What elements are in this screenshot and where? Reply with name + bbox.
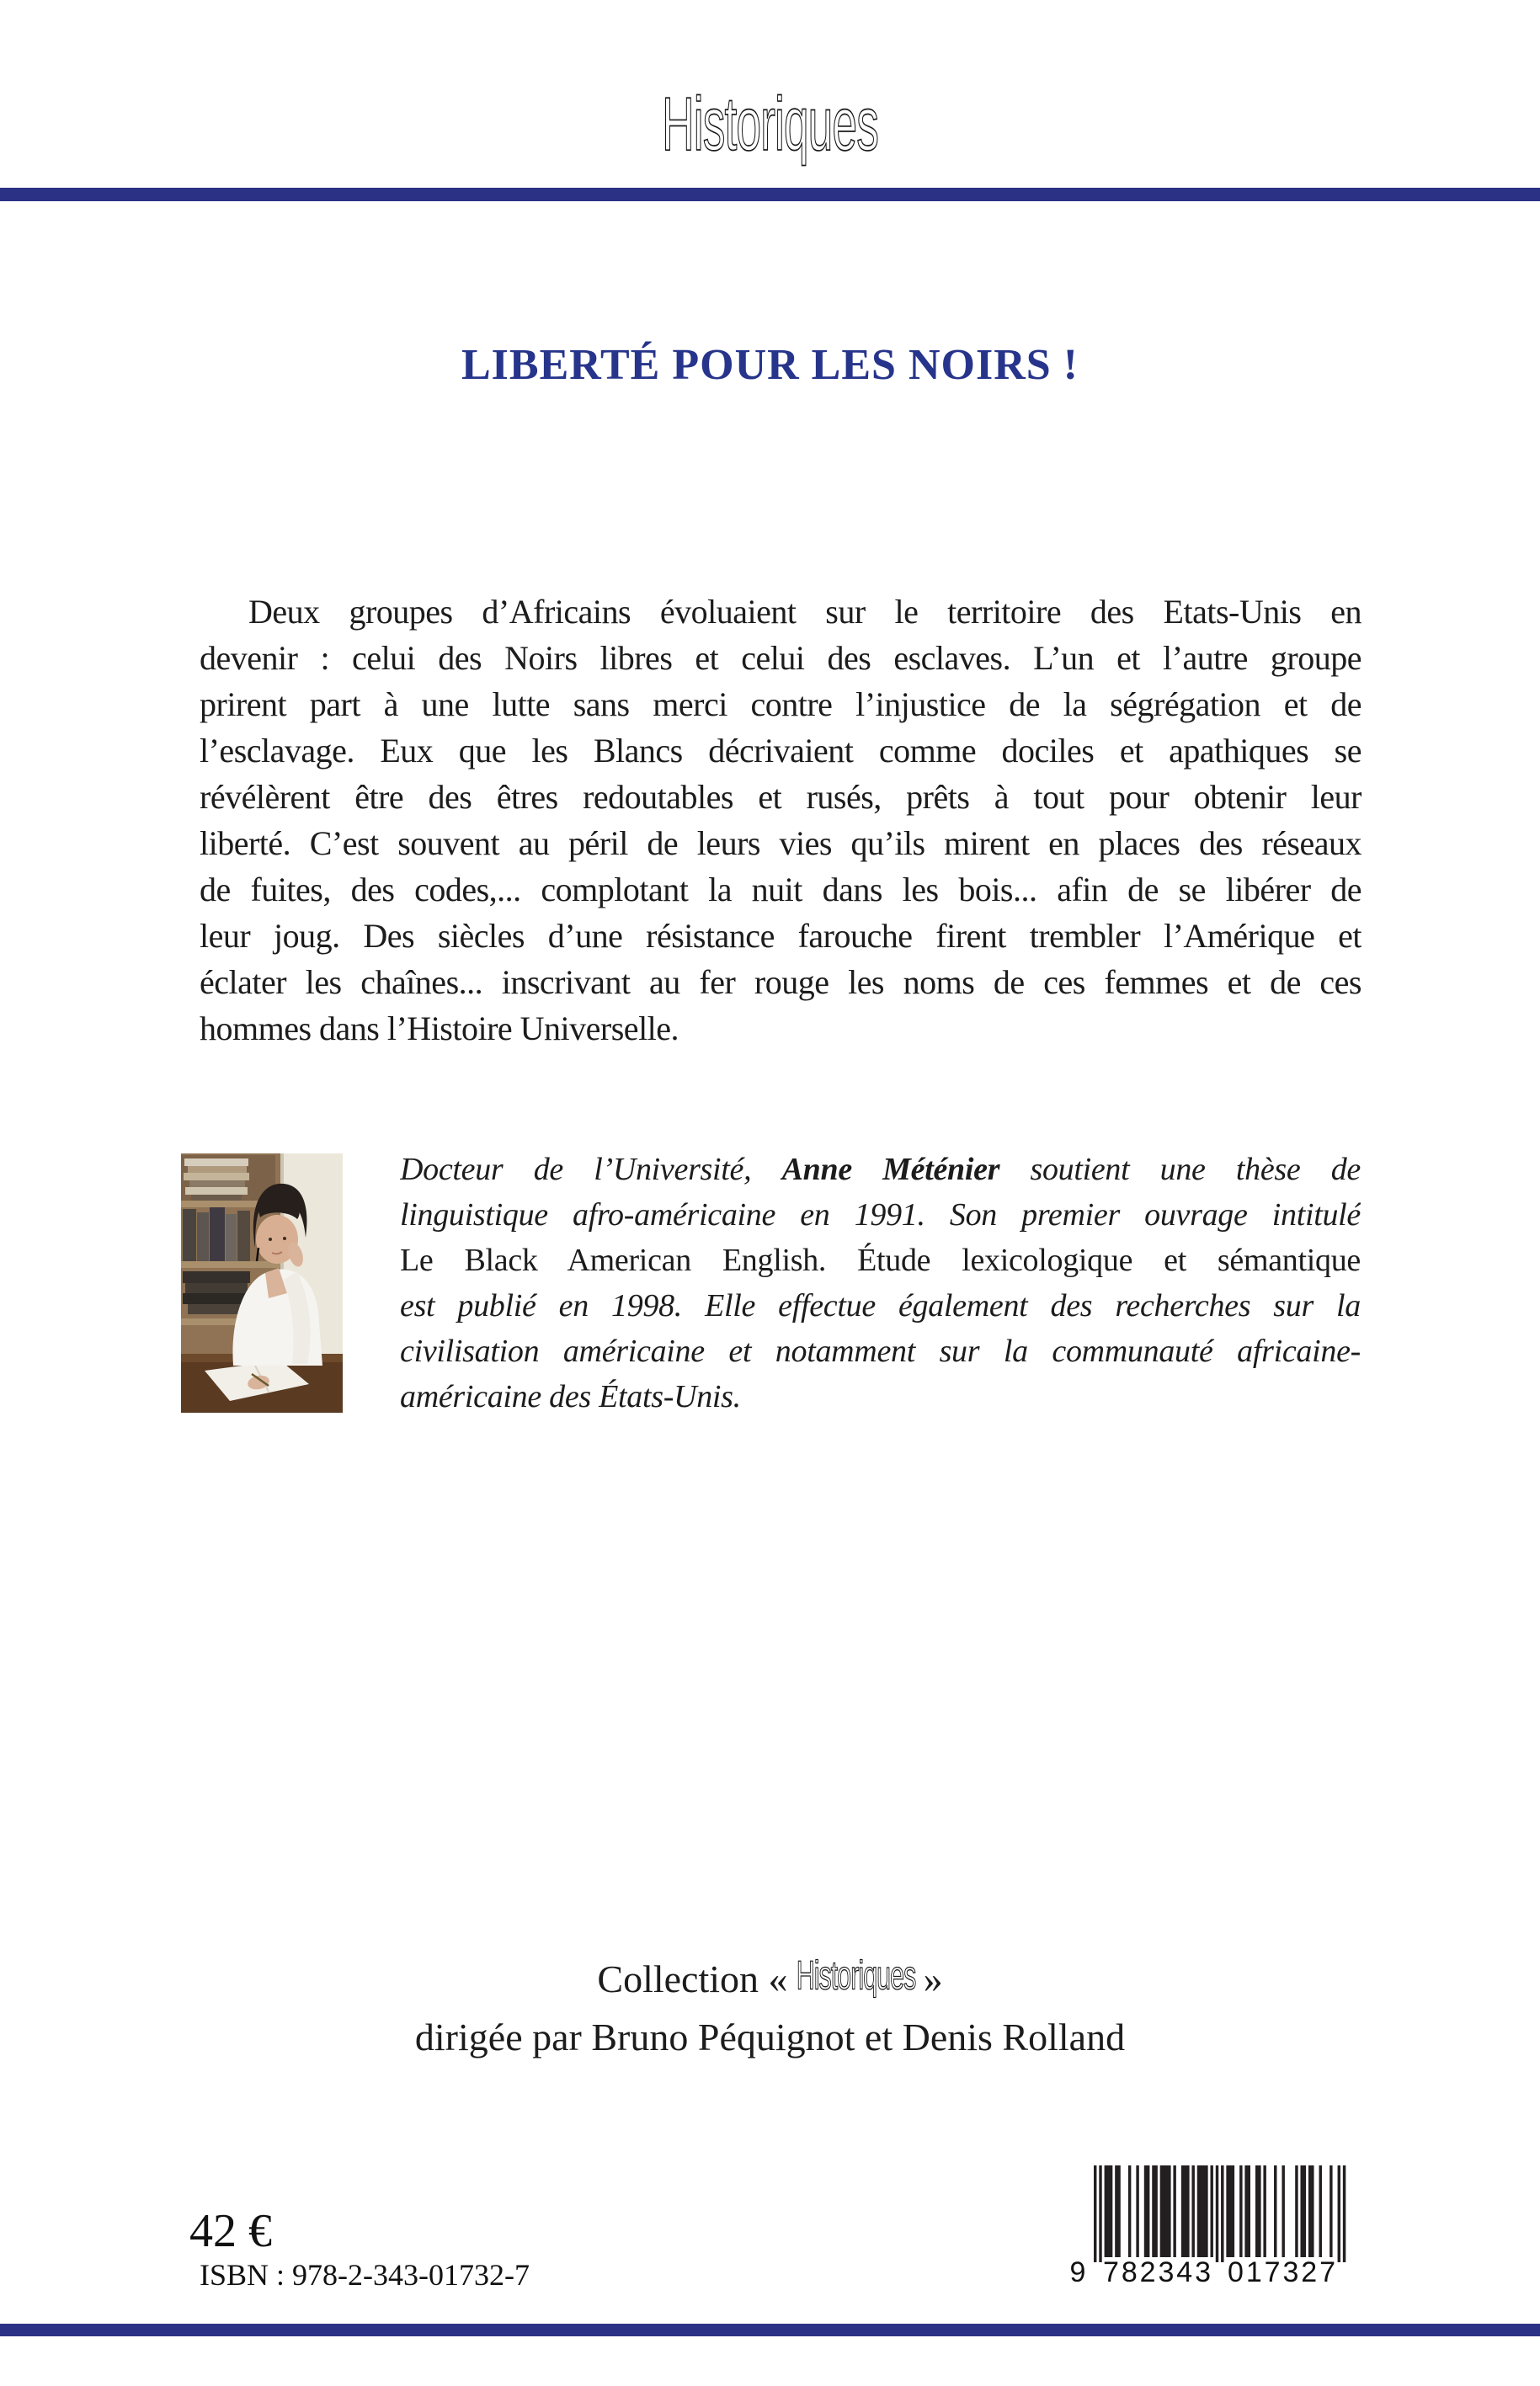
- price: 42 €: [189, 2205, 272, 2257]
- bio-line: civilisation américaine et notamment sur la communauté africaine-: [400, 1334, 1361, 1369]
- synopsis-line: hommes dans l’Histoire Universelle.: [200, 1009, 679, 1047]
- bio-line1-prefix: Docteur de l’Université,: [400, 1152, 782, 1187]
- synopsis-line: révélèrent être des êtres redoutables et rusés, prêts à tout pour obtenir leur: [200, 778, 1361, 816]
- author-bio: [400, 1147, 1361, 1419]
- collection-footer-suffix: »: [923, 1957, 943, 2000]
- synopsis-line: devenir : celui des Noirs libres et celui des esclaves. L’un et l’autre groupe: [200, 639, 1361, 677]
- collection-footer-line: [0, 1950, 1540, 2012]
- barcode-bars: [1094, 2165, 1346, 2262]
- isbn-label: ISBN : 978-2-343-01732-7: [200, 2258, 530, 2292]
- synopsis-line: liberté. C’est souvent au péril de leurs vies qu’ils mirent en places des réseaux: [200, 824, 1361, 862]
- author-name: Anne Méténier: [781, 1152, 1000, 1187]
- barcode-digits-group1: 782343: [1103, 2256, 1211, 2288]
- synopsis-line: prirent part à une lutte sans merci contre l’injustice de la ségrégation et de: [200, 685, 1361, 723]
- synopsis-line: Deux groupes d’Africains évoluaient sur le territoire des Etats-Unis en: [248, 593, 1361, 631]
- synopsis-paragraph: [200, 589, 1361, 1052]
- bottom-navy-rule: [0, 2324, 1540, 2336]
- author-photo: [181, 1153, 343, 1413]
- top-navy-rule: [0, 188, 1540, 201]
- barcode-digit-left: 9: [1069, 2256, 1086, 2288]
- synopsis-line: l’esclavage. Eux que les Blancs décrivaient comme dociles et apathiques se: [200, 732, 1361, 770]
- barcode-digits-group2: 017327: [1228, 2256, 1335, 2288]
- bio-line-book-title: Le Black American English. Étude lexicologique et sémantique: [400, 1243, 1361, 1278]
- collection-directors: dirigée par Bruno Péquignot et Denis Rolland: [414, 2016, 1126, 2058]
- bio-line: linguistique afro-américaine en 1991. Son premier ouvrage intitulé: [400, 1197, 1361, 1233]
- bio-line: [400, 1147, 1361, 1192]
- collection-footer-brand: Historiques: [796, 1952, 915, 1998]
- synopsis-line: leur joug. Des siècles d’une résistance farouche firent trembler l’Amérique et: [200, 917, 1361, 955]
- bio-line: américaine des États-Unis.: [400, 1379, 741, 1414]
- collection-logo-text: Historiques: [662, 82, 878, 167]
- synopsis-line: de fuites, des codes,... complotant la nuit dans les bois... afin de se libérer de: [200, 871, 1361, 908]
- bio-line: est publié en 1998. Elle effectue également des recherches sur la: [400, 1288, 1361, 1323]
- synopsis-line: éclater les chaînes... inscrivant au fer rouge les noms de ces femmes et de ces: [200, 963, 1361, 1001]
- collection-footer-prefix: Collection «: [597, 1957, 788, 2000]
- ean13-barcode: [1069, 2164, 1356, 2290]
- bio-line1-suffix: soutient une thèse de: [999, 1152, 1361, 1187]
- collection-logo-header: [0, 82, 1540, 192]
- book-title: LIBERTÉ POUR LES NOIRS !: [461, 341, 1079, 389]
